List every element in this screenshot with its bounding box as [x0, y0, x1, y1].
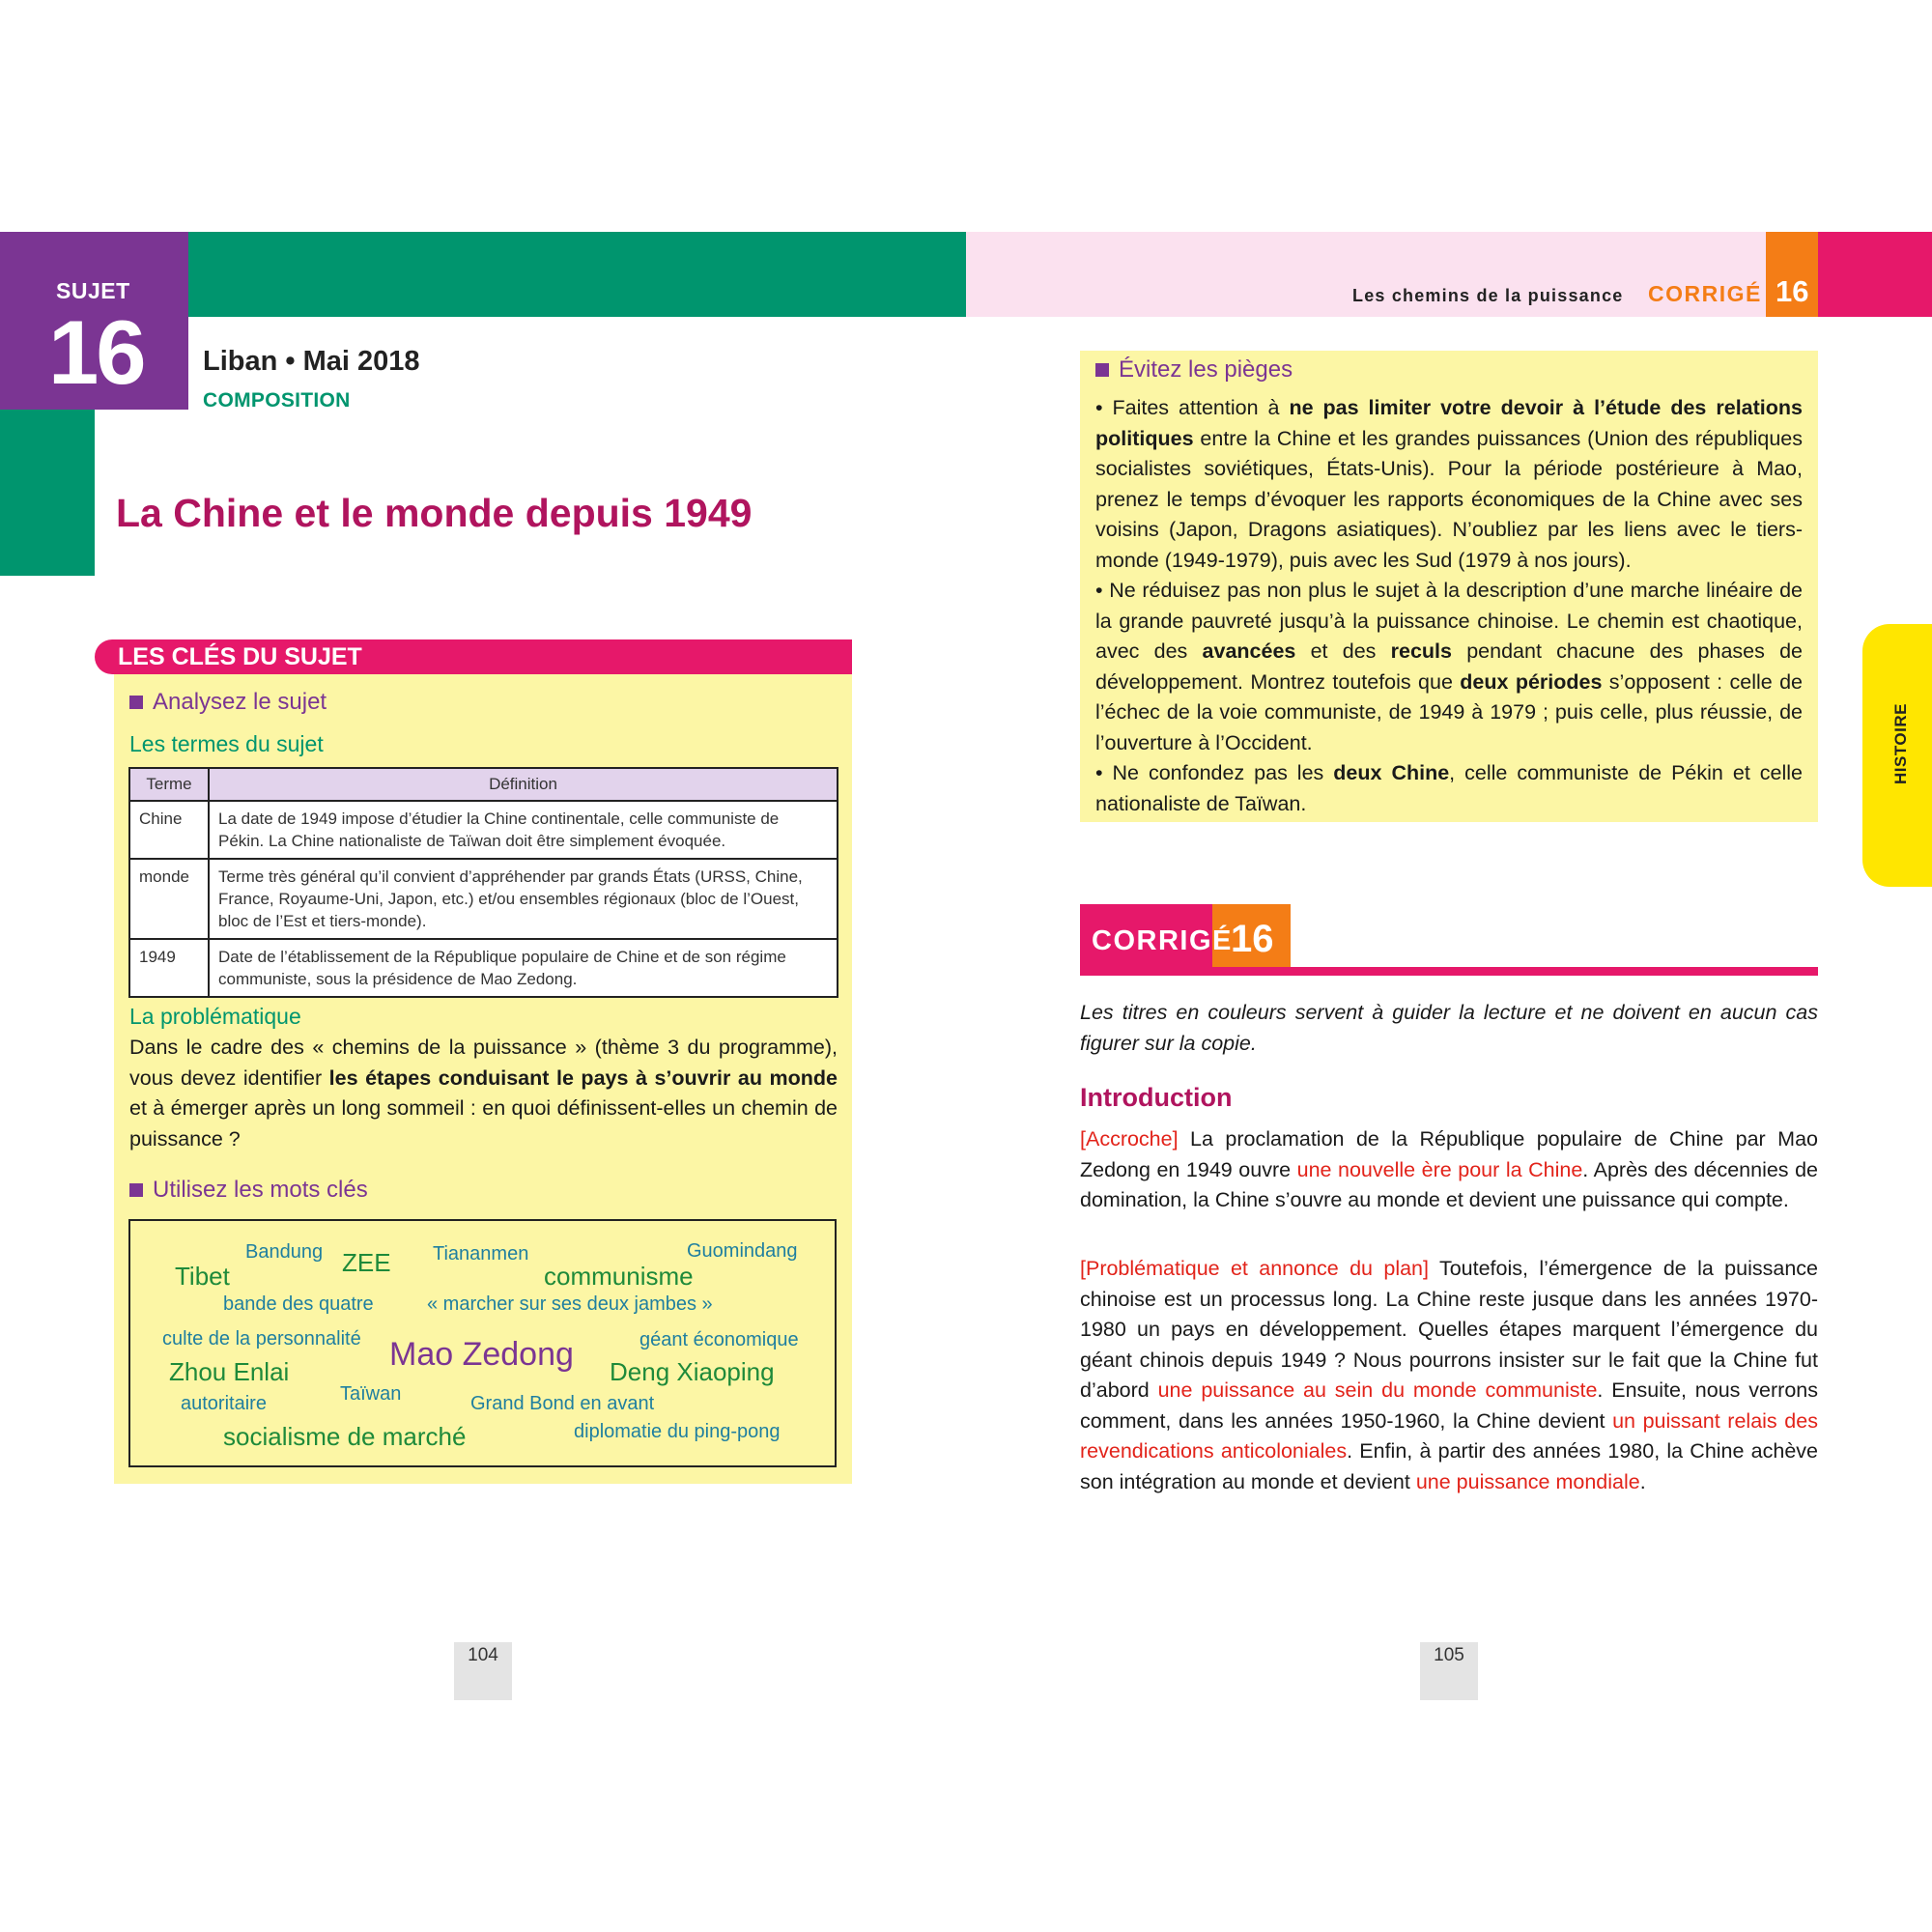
problematique-text [129, 1033, 838, 1154]
table-row [129, 801, 838, 859]
problematique-text-part: Dans le cadre des « chemins de la puissance » (thème 3 du programme), vous devez identifier [129, 1036, 838, 1090]
pieges-heading-text: Évitez les pièges [1119, 356, 1293, 383]
keyword: Mao Zedong [389, 1336, 574, 1373]
page-title: La Chine et le monde depuis 1949 [116, 491, 753, 535]
square-bullet-icon [129, 696, 143, 709]
corrige-block-label: CORRIGÉ [1092, 925, 1233, 956]
keyword: bande des quatre [223, 1293, 374, 1315]
piege-item [1095, 758, 1803, 819]
keyword: Tibet [175, 1262, 230, 1291]
cles-title: LES CLÉS DU SUJET [118, 643, 362, 670]
exam-type: COMPOSITION [203, 389, 351, 412]
table-cell-term: monde [129, 859, 209, 939]
corrige-header-label: CORRIGÉ [1648, 281, 1762, 306]
intro-tag: [Accroche] [1080, 1127, 1179, 1151]
text-part: . [1639, 1469, 1646, 1493]
square-bullet-icon [129, 1183, 143, 1197]
intro-tag: [Problématique et annonce du plan] [1080, 1257, 1429, 1280]
introduction-heading: Introduction [1080, 1083, 1233, 1112]
piege-item [1095, 576, 1803, 758]
table-cell-term: Chine [129, 801, 209, 859]
keyword: géant économique [639, 1329, 799, 1350]
problematique-heading: La problématique [129, 1004, 301, 1029]
table-header-terme: Terme [129, 768, 209, 801]
keyword: Zhou Enlai [169, 1357, 290, 1386]
text-part: • Ne confondez pas les [1095, 761, 1334, 784]
sujet-number: 16 [48, 301, 144, 403]
table-header-row [129, 768, 838, 801]
table-cell-term: 1949 [129, 939, 209, 997]
sujet-label: SUJET [56, 278, 130, 303]
keyword: Bandung [245, 1241, 324, 1263]
text-part: s’opposent : celle de l’échec de la voie communiste, de 1949 à 1979 ; puis celle, plus réussie, de l’ouverture à l’Occident. [1095, 669, 1803, 754]
keyword: Grand Bond en avant [470, 1393, 655, 1414]
keyword: Tiananmen [433, 1243, 529, 1264]
mots-cles-heading [129, 1177, 368, 1204]
text-part: , celle communiste de Pékin et celle nationaliste de Taïwan. [1095, 761, 1803, 815]
keyword: communisme [544, 1262, 694, 1291]
keyword: autoritaire [181, 1393, 267, 1414]
text-part: • Ne réduisez pas non plus le sujet à la description d’une marche linéaire de la grande pauvreté jusqu’à la puissance chinoise. Le chemin est chaotique, avec des [1095, 579, 1803, 663]
keyword: diplomatie du ping-pong [574, 1421, 781, 1442]
text-part: pendant chacune des phases de développement. Montrez toutefois que [1095, 639, 1804, 694]
keyword: Deng Xiaoping [610, 1357, 775, 1386]
text-bold: deux Chine [1333, 761, 1450, 784]
text-part: entre la Chine et les grandes puissances (Union des républiques socialistes soviétiques, États-Unis). Pour la période postérieure à Mao, prenez le temps d’évoquer les rapports économiques de la Chine avec ses voisins (Japon, Dragons asiatiques). N’oubliez par les liens avec le tiers-monde (1949-1979), puis avec les Sud (1979 à nos jours). [1095, 426, 1803, 572]
header-band-green [188, 232, 966, 317]
text-highlight: une puissance au sein du monde communiste [1157, 1378, 1598, 1402]
table-row [129, 939, 838, 997]
pieges-heading [1095, 356, 1293, 384]
piege-item [1095, 393, 1803, 576]
table-row [129, 859, 838, 939]
termes-table [128, 767, 838, 998]
problematique-bold: les étapes conduisant le pays à s’ouvrir au monde [328, 1065, 838, 1090]
histoire-tab-label [1891, 746, 1911, 784]
intro-paragraph-2 [1080, 1254, 1818, 1497]
analysez-heading-text: Analysez le sujet [153, 689, 327, 715]
mots-cles-heading-text: Utilisez les mots clés [153, 1177, 368, 1203]
text-bold: avancées [1202, 639, 1296, 663]
corrige-block-number: 16 [1231, 918, 1274, 960]
corrige-header-number: 16 [1776, 274, 1809, 308]
pieges-text [1095, 393, 1803, 819]
text-part: Toutefois, l’émergence de la puissance chinoise est un processus long. La Chine reste jusque dans les années 1970-1980 un pays en développement. Quelles étapes marquent l’émergence du géant chinois depuis 1949 ? Nous pourrons insister sur le fait que la Chine fut d’abord [1080, 1257, 1818, 1402]
page-number-left: 104 [468, 1645, 498, 1665]
table-cell-definition: Terme très général qu’il convient d’appréhender par grands États (URSS, Chine, France, Royaume-Uni, Japon, etc.) et/ou ensembles régionaux (bloc de l’Ouest, bloc de l’Est et tiers-monde). [209, 859, 838, 939]
corrige-block-underline [1080, 967, 1818, 976]
text-part: . Enfin, à partir des années 1980, la Chine achève son intégration au monde et devient [1080, 1439, 1818, 1493]
text-part: • Faites attention à [1095, 396, 1290, 419]
text-bold: reculs [1390, 639, 1452, 663]
text-part: et des [1295, 639, 1391, 663]
termes-heading: Les termes du sujet [129, 731, 324, 756]
running-head: Les chemins de la puissance [1352, 286, 1624, 305]
keyword: ZEE [342, 1248, 391, 1277]
keyword: culte de la personnalité [162, 1328, 361, 1350]
table-cell-definition: Date de l’établissement de la République populaire de Chine et de son régime communiste, sous la présidence de Mao Zedong. [209, 939, 838, 997]
text-highlight: une nouvelle ère pour la Chine [1296, 1157, 1583, 1181]
keyword: Taïwan [340, 1383, 402, 1405]
text-part: . Ensuite, nous verrons comment, dans les années 1950-1960, la Chine devient [1080, 1378, 1818, 1433]
side-band-green [0, 410, 95, 576]
text-part: . Après des décennies de domination, la Chine s’ouvre au monde et devient une puissance qui compte. [1080, 1157, 1819, 1211]
corrige-note: Les titres en couleurs servent à guider la lecture et ne doivent en aucun cas figurer sur la copie. [1080, 1001, 1818, 1055]
text-bold: deux périodes [1460, 669, 1603, 694]
keyword: « marcher sur ses deux jambes » [427, 1293, 713, 1315]
square-bullet-icon [1095, 363, 1109, 377]
header-tab-magenta [1818, 232, 1932, 317]
text-highlight: une puissance mondiale [1415, 1469, 1640, 1493]
text-bold: ne pas limiter votre devoir à l’étude des relations politiques [1095, 396, 1803, 450]
problematique-text-part: et à émerger après un long sommeil : en quoi définissent-elles un chemin de puissance ? [129, 1096, 838, 1151]
intro-paragraph-1 [1080, 1124, 1818, 1216]
exam-origin: Liban • Mai 2018 [203, 346, 420, 377]
page-number-right: 105 [1434, 1645, 1464, 1665]
table-header-definition: Définition [209, 768, 838, 801]
keyword: socialisme de marché [223, 1422, 467, 1451]
keyword-cloud [128, 1219, 837, 1467]
keyword: Guomindang [687, 1240, 798, 1262]
text-highlight: un puissant relais des revendications anticoloniales [1080, 1408, 1818, 1463]
text-part: La proclamation de la République populaire de Chine par Mao Zedong en 1949 ouvre [1080, 1127, 1818, 1181]
table-cell-definition: La date de 1949 impose d’étudier la Chine continentale, celle communiste de Pékin. La Chine nationaliste de Taïwan doit être simplement évoquée. [209, 801, 838, 859]
analysez-heading [129, 689, 327, 716]
